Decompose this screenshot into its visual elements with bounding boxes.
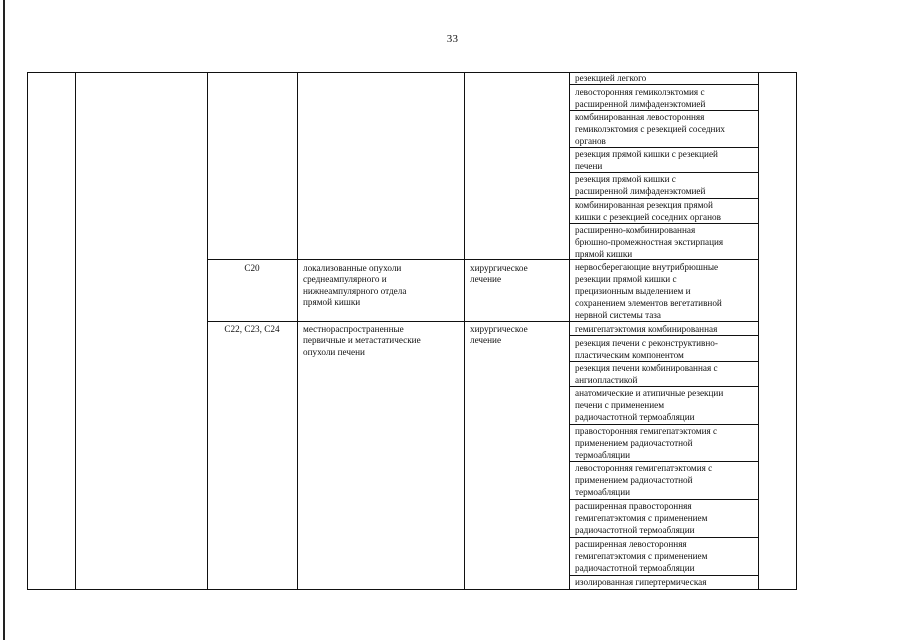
procedure-cell: нервосберегающие внутрибрюшные резекции прямой кишки с прецизионным выделением и сохранением элементов вегетативной нервной системы таза	[575, 262, 722, 321]
column-divider-1	[75, 72, 76, 590]
procedure-divider	[569, 84, 759, 85]
procedure-cell: резекция прямой кишки с резекцией печени	[575, 149, 718, 172]
column-divider-3	[297, 72, 298, 590]
column-divider-4	[464, 72, 465, 590]
procedure-cell: левосторонняя гемигепатэктомия с применением радиочастотной термоабляции	[575, 463, 713, 498]
condition-description-cell: местнораспространенные первичные и метастатические опухоли печени	[303, 324, 421, 357]
procedure-cell: левосторонняя гемиколэктомия с расширенной лимфаденэктомией	[575, 87, 706, 110]
procedure-cell: резекцией легкого	[575, 73, 647, 83]
procedure-cell: резекция печени с реконструктивно- пластическим компонентом	[575, 338, 718, 361]
procedure-cell: гемигепатэктомия комбинированная	[575, 324, 718, 334]
procedure-cell: комбинированная левосторонняя гемиколэктомия с резекцией соседних органов	[575, 112, 725, 147]
treatment-type-cell: хирургическое лечение	[470, 324, 528, 346]
diagnosis-code-cell: C22, C23, C24	[224, 324, 280, 334]
procedure-cell: расширенно-комбинированная брюшно-промежностная экстирпация прямой кишки	[575, 225, 724, 260]
procedure-cell: расширенная левосторонняя гемигепатэктомия с применением радиочастотной термоабляции	[575, 539, 708, 574]
procedure-cell: изолированная гипертермическая	[575, 577, 707, 587]
procedure-cell: анатомические и атипичные резекции печени с применением радиочастотной термоабляции	[575, 388, 724, 423]
procedure-cell: резекция печени комбинированная с ангиопластикой	[575, 363, 718, 386]
procedure-cell: правосторонняя гемигепатэктомия с применением радиочастотной термоабляции	[575, 426, 718, 461]
page-left-edge-line	[3, 0, 5, 640]
treatment-type-cell: хирургическое лечение	[470, 263, 528, 285]
page-number: 33	[446, 33, 459, 45]
procedure-cell: комбинированная резекция прямой кишки с резекцией соседних органов	[575, 200, 721, 223]
procedure-divider	[569, 335, 759, 336]
condition-description-cell: локализованные опухоли среднеампулярного и нижнеампулярного отдела прямой кишки	[303, 263, 407, 308]
diagnosis-code-cell: C20	[244, 263, 260, 273]
column-divider-5	[569, 72, 570, 590]
procedure-cell: резекция прямой кишки с расширенной лимфаденэктомией	[575, 174, 706, 197]
procedure-cell: расширенная правосторонняя гемигепатэктомия с применением радиочастотной термоабляции	[575, 501, 708, 536]
